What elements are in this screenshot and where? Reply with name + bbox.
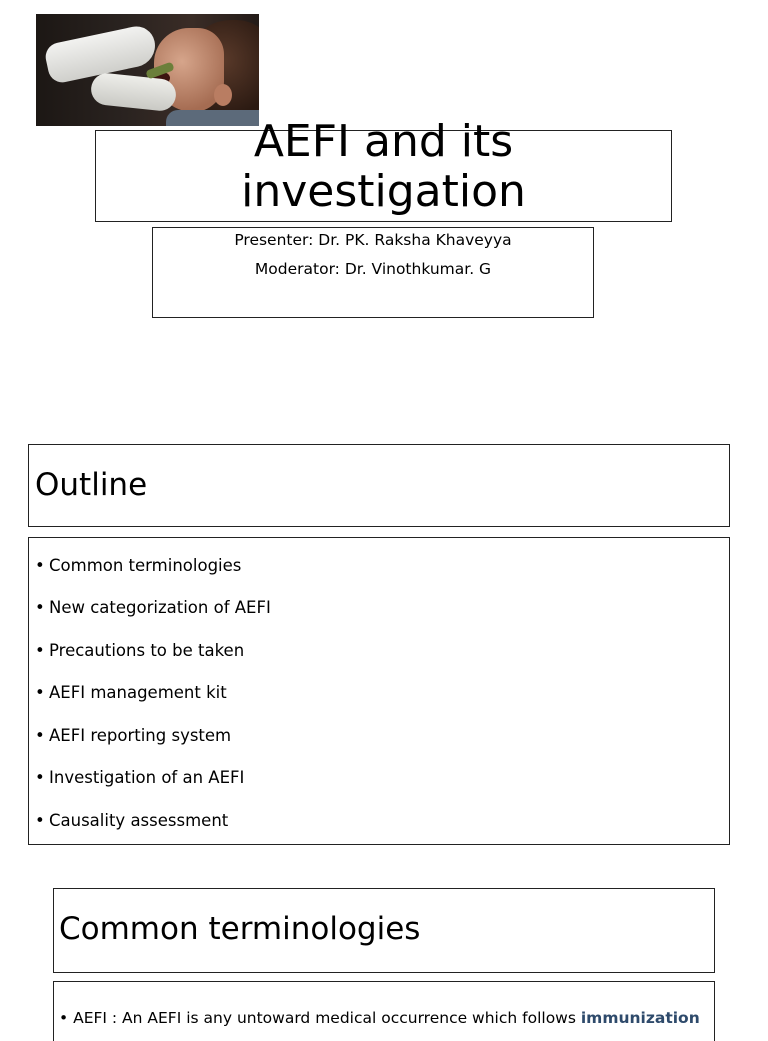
list-item [35, 726, 231, 745]
list-item-text: Investigation of an AEFI [49, 768, 245, 787]
title-line: investigation [241, 166, 526, 217]
outline-heading-box [28, 444, 730, 527]
list-item-text: Precautions to be taken [49, 641, 245, 660]
bullet-glyph: • [35, 598, 45, 617]
bullet-glyph: • [35, 641, 45, 660]
list-item [35, 683, 227, 702]
presenter-text: Presenter: Dr. PK. Raksha Khaveyya [234, 231, 512, 249]
bullet-glyph: • [35, 811, 45, 830]
list-item-text: AEFI reporting system [49, 726, 232, 745]
moderator-text: Moderator: Dr. Vinothkumar. G [254, 260, 492, 278]
bullet-glyph: • [35, 768, 45, 787]
title-box [95, 116, 672, 222]
list-item-text: Causality assessment [49, 811, 229, 830]
list-item-text: New categorization of AEFI [49, 598, 271, 617]
bullet-glyph: • [35, 556, 45, 575]
terminology-text: AEFI : An AEFI is any untoward medical occurrence which follows [73, 1009, 581, 1027]
outline-list-box [28, 537, 730, 845]
list-item [35, 556, 241, 575]
list-item [35, 641, 244, 660]
list-item-text: Common terminologies [49, 556, 242, 575]
slide-title [96, 117, 671, 217]
list-item-text: AEFI management kit [49, 683, 227, 702]
terminologies-heading-box [53, 888, 715, 973]
list-item [35, 811, 228, 830]
subtitle-box [152, 227, 594, 318]
slide-photo-child-receiving-oral-vaccine [36, 14, 259, 126]
bullet-glyph: • [59, 1009, 69, 1027]
photo-ear [214, 84, 232, 106]
immunization-link[interactable]: immunization [580, 1009, 700, 1027]
terminologies-content-box [53, 981, 715, 1041]
title-line: AEFI and its [253, 116, 514, 167]
terminology-bullet [59, 1009, 700, 1027]
list-item [35, 768, 244, 787]
bullet-glyph: • [35, 726, 45, 745]
outline-heading: Outline [35, 467, 148, 503]
terminologies-heading: Common terminologies [59, 911, 421, 947]
list-item [35, 598, 271, 617]
bullet-glyph: • [35, 683, 45, 702]
